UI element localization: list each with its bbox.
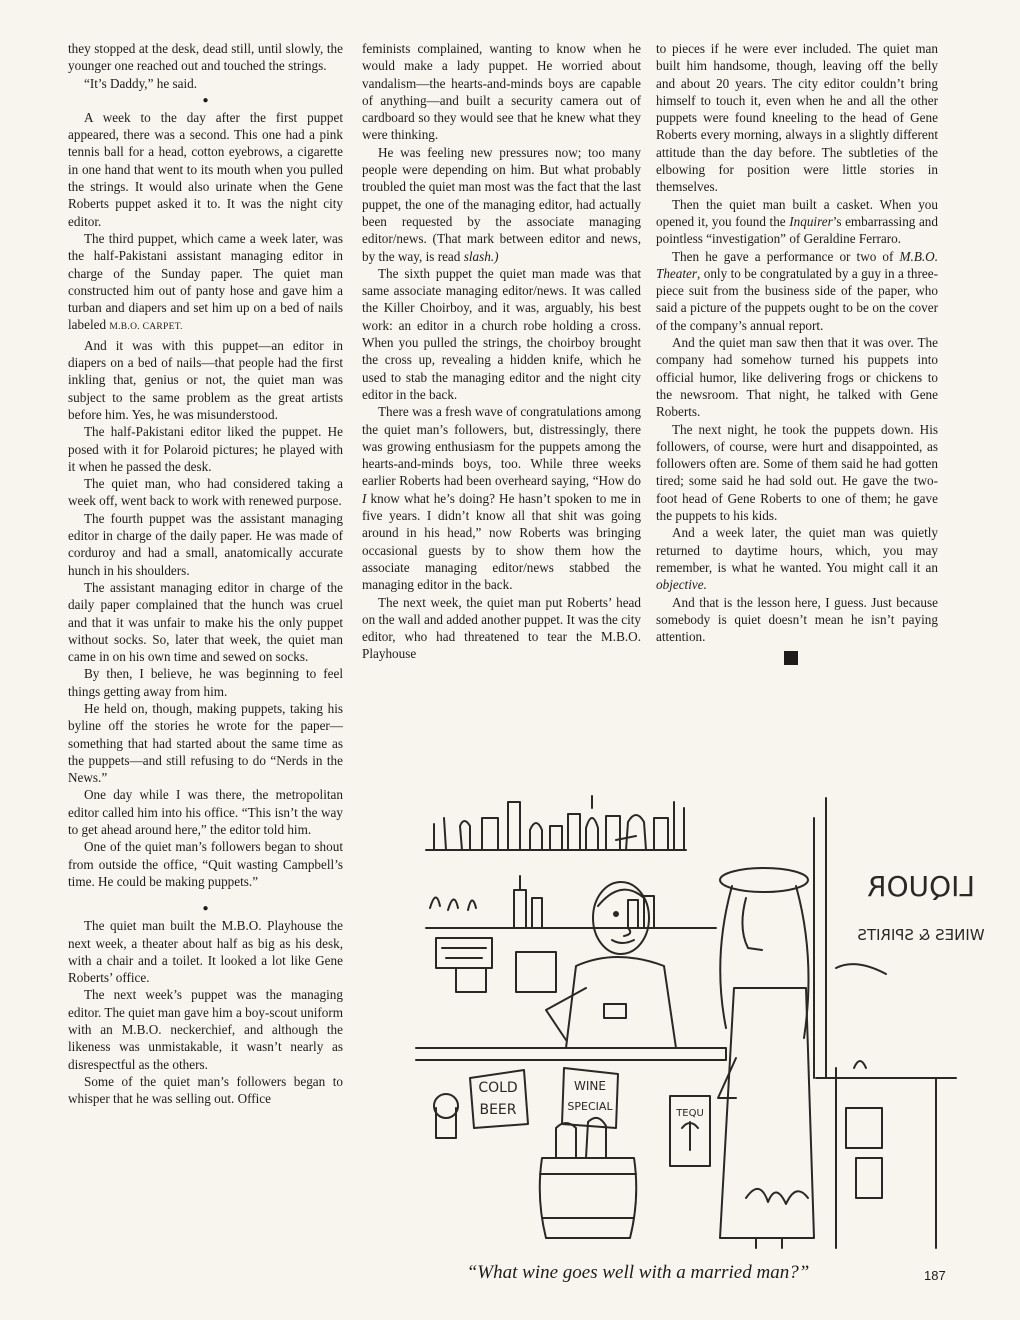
- tequila-poster: [670, 1096, 710, 1166]
- paragraph: [68, 230, 343, 337]
- text-run: know what he’s doing? He hasn’t spoken to me in five years. I didn’t know all that shit was going around in his head,” now Roberts was bringing occasional guests by to show them how the associate managing editor/news stabbed the managing editor in the back.: [362, 490, 641, 593]
- paragraph: “It’s Daddy,” he said.: [84, 75, 198, 91]
- special-text: SPECIAL: [567, 1100, 613, 1113]
- paragraph: The fourth puppet was the assistant managing editor in charge of the daily paper. He was made of corduroy and had a small, anatomically accurate hunch in his shoulders.: [68, 510, 343, 578]
- section-bullet: ●: [202, 94, 209, 106]
- paragraph: He held on, though, making puppets, taking his byline off the stories he wrote for the paper—something that had started about the same time as the puppets—and still refusing to do “Nerds in the News.”: [68, 700, 343, 786]
- paragraph: [656, 524, 938, 593]
- page-number: 187: [924, 1268, 946, 1283]
- text-run: ’s embarrassing and pointless “investigation” of Geraldine Ferraro.: [656, 213, 938, 247]
- text-run: Then he gave a performance or two of: [672, 248, 900, 264]
- cash-register: [436, 938, 492, 968]
- top-shelf-bottles: [434, 796, 684, 850]
- italic-text: objective.: [656, 577, 707, 593]
- paragraph: One of the quiet man’s followers began to shout from outside the office, “Quit wasting Campbell’s time. He could be making puppets.”: [68, 839, 343, 889]
- article-column-1: [68, 40, 343, 1108]
- italic-text: M.B.O. Theater: [656, 248, 938, 281]
- end-mark-icon: [784, 651, 798, 665]
- paragraph: By then, I believe, he was beginning to feel things getting away from him.: [68, 666, 343, 699]
- paragraph: Some of the quiet man’s followers began to whisper that he was selling out. Office: [68, 1073, 343, 1107]
- paragraph: The half-Pakistani editor liked the puppet. He posed with it for Polaroid pictures; he played with it when he passed the desk.: [68, 424, 343, 474]
- cartoon-illustration: [416, 778, 985, 1248]
- cold-text: COLD: [478, 1080, 518, 1096]
- paragraph: [656, 248, 938, 334]
- article-column-3: [656, 40, 938, 665]
- paragraph: A week to the day after the first puppet appeared, there was a second. This one had a pink tennis ball for a head, cotton eyebrows, a cigarette in one hand that went to its mouth when you pulled the strings. It would also urinate when the Gene Roberts puppet asked it to. It was the night city editor.: [68, 109, 343, 229]
- liquor-sign-text: LIQUOR: [867, 870, 975, 903]
- second-shelf-bottles: [430, 876, 654, 928]
- paragraph: they stopped at the desk, dead still, until slowly, the younger one reached out and touched the strings.: [68, 41, 343, 74]
- tap-box: [516, 952, 556, 992]
- wines-sign-text: WINES & SPIRITS: [857, 926, 985, 944]
- paragraph: The quiet man, who had considered taking a week off, went back to work with renewed purpose.: [68, 476, 343, 509]
- article-column-2: [362, 40, 641, 663]
- paragraph: And that is the lesson here, I guess. Just because somebody is quiet doesn’t mean he isn’t paying attention.: [656, 594, 938, 645]
- section-bullet: ●: [202, 903, 209, 915]
- paragraph: The quiet man built the M.B.O. Playhouse the next week, a theater about half as big as his desk, with a chair and a toilet. It looked a lot like Gene Roberts’ office.: [68, 918, 343, 986]
- bartender-figure: [546, 882, 676, 1048]
- artist-signature: [746, 1189, 808, 1204]
- paragraph: And the quiet man saw then that it was over. The company had somehow turned his puppets into official humor, like delivering frogs or chickens to the newsroom. That night, he talked with Gene Roberts.: [656, 335, 938, 420]
- italic-text: I: [362, 490, 367, 506]
- paragraph: The next night, he took the puppets down. His followers, of course, were hurt and disappointed, as followers often are. Some of them said he had gotten tired; some said he had sold out. He gave the two-foot head of Gene Roberts to one of them; he gave the puppets to his kids.: [656, 421, 938, 524]
- paragraph: to pieces if he were ever included. The quiet man built him handsome, though, leaving off the belly and about 20 years. The city editor couldn’t bring himself to touch it, even when he and all the other puppets were found kneeling to the head of Gene Roberts every morning, always in a slightly different attitude than the day before. The subtleties of the elbowing for position were little stories in themselves.: [656, 41, 938, 195]
- tequila-text: TEQU: [676, 1108, 704, 1119]
- wine-text: WINE: [574, 1079, 606, 1093]
- paragraph: feminists complained, wanting to know when he would make a lady puppet. He worried about vandalism—the hearts-and-minds boys are capable of anything—and built a security camera out of cardboard so they would see that he knew what they were thinking.: [362, 41, 641, 143]
- label-text: M.B.O. CARPET.: [109, 322, 183, 333]
- italic-text: Inquirer: [789, 213, 833, 229]
- text-run: Then the quiet man built a casket. When you opened it, you found the: [656, 196, 938, 229]
- beer-text: BEER: [479, 1102, 517, 1118]
- counter: [416, 1048, 726, 1060]
- text-run: He was feeling new pressures now; too many people were depending on him. But what probably troubled the quiet man most was the fact that the last puppet, the one of the managing editor, had actually been requested by the associate managing editor/news. (That mark between editor and news, by the way, is read: [362, 144, 641, 264]
- right-display: [836, 1061, 936, 1248]
- paragraph: [362, 403, 641, 593]
- paragraph: The next week, the quiet man put Roberts’ head on the wall and added another puppet. It was the city editor, who had threatened to tear the M.B.O. Playhouse: [362, 594, 641, 662]
- paragraph: [362, 144, 641, 265]
- text-run: , only to be congratulated by a guy in a three-piece suit from the business side of the paper, who said a picture of the puppets ought to be on the cover of the company’s annual report.: [656, 265, 938, 333]
- liquor-window-sign: [857, 870, 984, 944]
- cartoon-caption: “What wine goes well with a married man?”: [466, 1262, 810, 1283]
- cold-beer-sign: [434, 1070, 528, 1138]
- text-run: There was a fresh wave of congratulations among the quiet man’s followers, but, distressingly, there was growing enthusiasm for the puppets among the hearts-and-minds boys, too. While three weeks earlier Roberts had been overheard saying, “How do: [362, 404, 641, 489]
- paragraph: One day while I was there, the metropolitan editor called him into his office. “This isn’t the way to get ahead around here,” the editor told him.: [68, 787, 343, 838]
- paragraph: The sixth puppet the quiet man made was that same associate managing editor/news. It was called the Killer Choirboy, and it was, arguably, his best work: an editor in a church robe holding a cross. When you pulled the strings, the choirboy brought the cross up, revealing a hidden knife, which he used to stab the managing editor and the night city editor in the back.: [362, 265, 641, 402]
- paragraph: [656, 196, 938, 248]
- paragraph: The assistant managing editor in charge of the daily paper complained that the hunch was cruel and that it was unfair to make his the only puppet without socks. So, later that week, the quiet man came in on his own time and sewed on socks.: [68, 579, 343, 665]
- paragraph: And it was with this puppet—an editor in diapers on a bed of nails—that people had the first inkling that, genius or not, the quiet man was subject to the same problem as the great artists before him. Yes, he was misunderstood.: [68, 337, 343, 422]
- paragraph: The next week’s puppet was the managing editor. The quiet man gave him a boy-scout uniform with an M.B.O. neckerchief, and although the likeness was unmistakable, it wasn’t nearly as disrespectful as the others.: [68, 987, 343, 1072]
- text-run: The third puppet, which came a week later, was the half-Pakistani assistant managing editor in charge of the Sunday paper. The quiet man constructed him out of panty hose and gave him a turban and diapers and set him up on a bed of nails labeled: [68, 230, 343, 333]
- wine-barrel: [540, 1118, 637, 1238]
- italic-text: slash.): [463, 248, 499, 264]
- text-run: And a week later, the quiet man was quietly returned to daytime hours, which, you may remember, is what he wanted. You might call it an: [656, 525, 938, 575]
